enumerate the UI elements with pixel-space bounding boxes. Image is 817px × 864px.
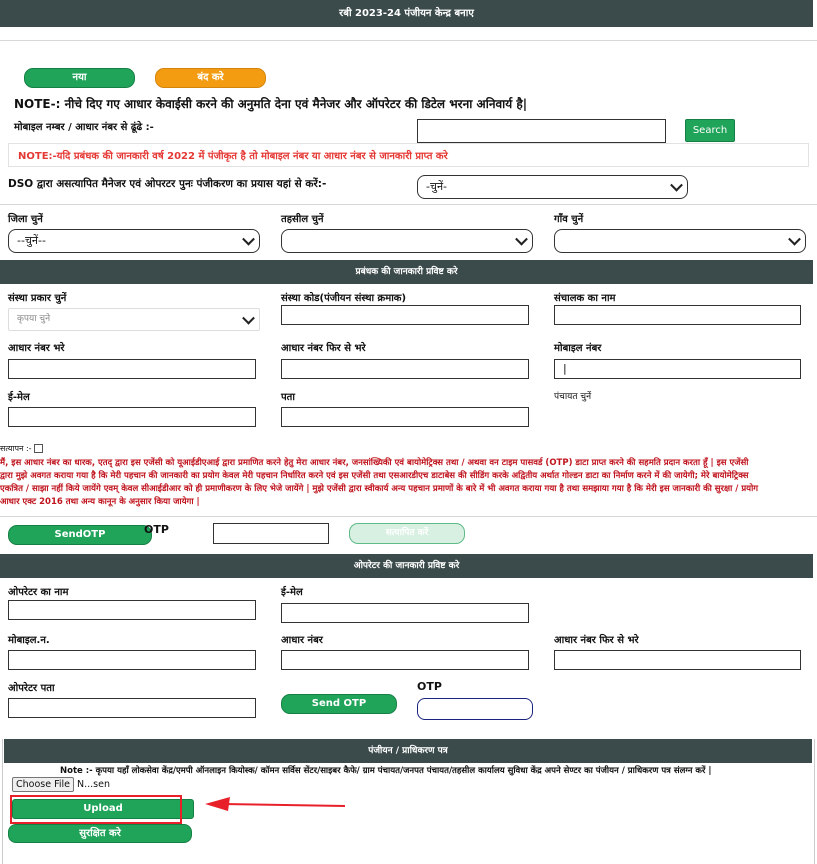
operator-otp-input[interactable]: [417, 698, 533, 720]
note-red: NOTE:-यदि प्रबंधक की जानकारी वर्ष 2022 में पंजीकृत है तो मोबाइल नंबर या आधार नंबर से जानकारी प्राप्त करे: [18, 151, 448, 162]
email-label: ई-मेल: [8, 392, 30, 403]
address-label: पता: [281, 392, 295, 403]
operator-email-input[interactable]: [281, 603, 529, 623]
consent-line: द्वारा मुझे अवगत कराया गया है कि मेरी पहचान की जानकारी का प्रयोग केवल मेरी पहचान निर्धारित करने एवं इस एजेंसी तथा एसआरडीएच डाटाबेस की सीडिंग करके अद्वितीय अर्थात गोल्डन डाटा का निर्माण करने में की जायेगी; मेरे बायोमेट्रिक्स: [0, 471, 749, 481]
aadhaar-repeat-input[interactable]: [281, 359, 529, 379]
consent-row: [0, 443, 43, 454]
search-button[interactable]: Search: [685, 119, 735, 142]
divider: [0, 40, 817, 41]
org-code-label: संस्था कोड(पंजीयन संस्था क्रमाक): [281, 293, 407, 304]
chevron-down-icon: [670, 179, 683, 192]
operator-address-input[interactable]: [8, 698, 256, 718]
aadhaar-input[interactable]: [8, 359, 256, 379]
consent-label: सत्यापन :-: [0, 444, 32, 453]
operator-send-otp-button[interactable]: Send OTP: [281, 694, 397, 714]
save-button[interactable]: सुरक्षित करे: [8, 824, 192, 843]
chevron-down-icon: [242, 311, 255, 324]
village-label: गाँव चुनें: [554, 214, 584, 225]
otp-input[interactable]: [213, 523, 329, 544]
chevron-down-icon: [788, 233, 801, 246]
org-type-label: संस्था प्रकार चुनें: [8, 293, 67, 304]
director-name-input[interactable]: [554, 305, 801, 325]
divider: [0, 516, 817, 517]
search-input[interactable]: [417, 119, 666, 143]
red-arrow-icon: [200, 794, 350, 814]
otp-label: OTP: [144, 523, 169, 536]
chevron-down-icon: [515, 233, 528, 246]
operator-mobile-label: मोबाइल.न.: [8, 635, 50, 646]
operator-otp-label: OTP: [417, 680, 442, 693]
email-input[interactable]: [8, 407, 256, 427]
operator-aadhaar-input[interactable]: [281, 650, 529, 670]
consent-line: एकत्रित / साझा नहीं किये जायेंगे एवम् केवल सीआईडीआर को ही प्रमाणीकरण के लिए भेजे जायेंगे | मुझे एजेंसी द्वारा स्वीकार्य अन्य पहचान प्रमाणों के बारे में भी अवगत कराया गया है तथा समझाया गया है कि मेरी इस जानकारी की सुरक्षा / प्रयोग: [0, 484, 759, 494]
tehsil-label: तहसील चुनें: [281, 214, 324, 225]
close-button[interactable]: बंद करे: [155, 68, 266, 88]
district-selected: --चुनें--: [17, 234, 46, 247]
verify-button[interactable]: सत्यापित करें: [349, 523, 465, 544]
upload-highlight-box: [10, 795, 182, 824]
operator-name-input[interactable]: [8, 600, 256, 620]
address-input[interactable]: [281, 407, 529, 427]
org-code-input[interactable]: [281, 305, 529, 325]
mobile-input[interactable]: [554, 359, 801, 379]
district-label: जिला चुनें: [8, 214, 43, 225]
send-otp-button[interactable]: SendOTP: [8, 525, 152, 545]
aadhaar-label: आधार नंबर भरे: [8, 343, 65, 354]
director-label: संचालक का नाम: [554, 293, 616, 304]
mobile-label: मोबाइल नंबर: [554, 343, 602, 354]
page-title-bar: [0, 0, 813, 27]
choose-file-button[interactable]: Choose File: [12, 777, 74, 792]
tehsil-select[interactable]: [281, 229, 533, 253]
manager-section-header: प्रबंधक की जानकारी प्रविष्ट करे: [0, 260, 813, 284]
village-select[interactable]: [554, 229, 806, 253]
registration-section-header: पंजीयन / प्राधिकरण पत्र: [4, 739, 812, 763]
dso-label: DSO द्वारा असत्यापित मैनेजर एवं ओपरटर पुनः पंजीकरण का प्रयास यहां से करें:-: [8, 178, 327, 190]
operator-mobile-input[interactable]: [8, 650, 256, 670]
operator-section-header: ओपरेटर की जानकारी प्रविष्ट करे: [0, 554, 813, 578]
registration-note: Note :- कृपया यहाँ लोकसेवा केंद्र/एमपी ऑनलाइन कियोस्क/ कॉमन सर्विस सेंटर/साइबर कैफे/ ग्राम पंचायत/जनपत पंचायत/तहसील कार्यालय सुविधा केंद्र अपने सेण्टर का पंजीयन / प्राधिकरण पत्र संलग्न करें |: [60, 766, 712, 776]
consent-text: [0, 457, 817, 509]
dso-selected: -चुनें-: [426, 180, 448, 193]
org-type-select[interactable]: [8, 308, 260, 331]
chevron-down-icon: [242, 233, 255, 246]
dso-select[interactable]: [417, 175, 688, 199]
org-type-selected: कृपया चुने: [17, 314, 51, 324]
aadhaar-repeat-label: आधार नंबर फिर से भरे: [281, 343, 366, 354]
operator-name-label: ओपरेटर का नाम: [8, 587, 69, 598]
file-name: N...sen: [77, 779, 110, 790]
new-button[interactable]: नया: [24, 68, 135, 88]
divider: [0, 204, 817, 205]
operator-address-label: ओपरेटर पता: [8, 683, 55, 694]
district-select[interactable]: [8, 229, 260, 253]
consent-checkbox[interactable]: [34, 444, 43, 453]
mobile-value: |: [563, 362, 567, 375]
note-main: NOTE-: नीचे दिए गए आधार केवाईसी करने की अनुमति देना एवं मैनेजर और ऑपरेटर की डिटेल भरना अनिवार्य है|: [14, 97, 528, 111]
upload-button[interactable]: Upload: [12, 799, 194, 819]
consent-line: आधार एक्ट 2016 तथा अन्य कानून के अनुसार किया जायेगा |: [0, 497, 200, 507]
operator-email-label: ई-मेल: [281, 587, 303, 598]
page-title: रबी 2023-24 पंजीयन केन्द्र बनाए: [339, 8, 474, 19]
consent-line: मैं, इस आधार नंबर का धारक, एतद् द्वारा इस एजेंसी को यूआईडीएआई द्वारा प्रमाणित करने हेतु मेरा आधार नंबर, जनसांख्यिकी एवं बायोमेट्रिक्स तथा / अथवा वन टाइम पासवर्ड (OTP) डाटा प्राप्त करने की सहमति प्रदान करता हूँ | इस एजेंसी: [0, 458, 749, 468]
operator-aadhaar-repeat-label: आधार नंबर फिर से भरे: [554, 635, 639, 646]
panchayat-label: पंचायत चुनें: [554, 392, 592, 402]
search-label: मोबाइल नम्बर / आधार नंबर से ढूंढे :-: [14, 122, 154, 133]
operator-aadhaar-label: आधार नंबर: [281, 635, 323, 646]
operator-aadhaar-repeat-input[interactable]: [554, 650, 801, 670]
